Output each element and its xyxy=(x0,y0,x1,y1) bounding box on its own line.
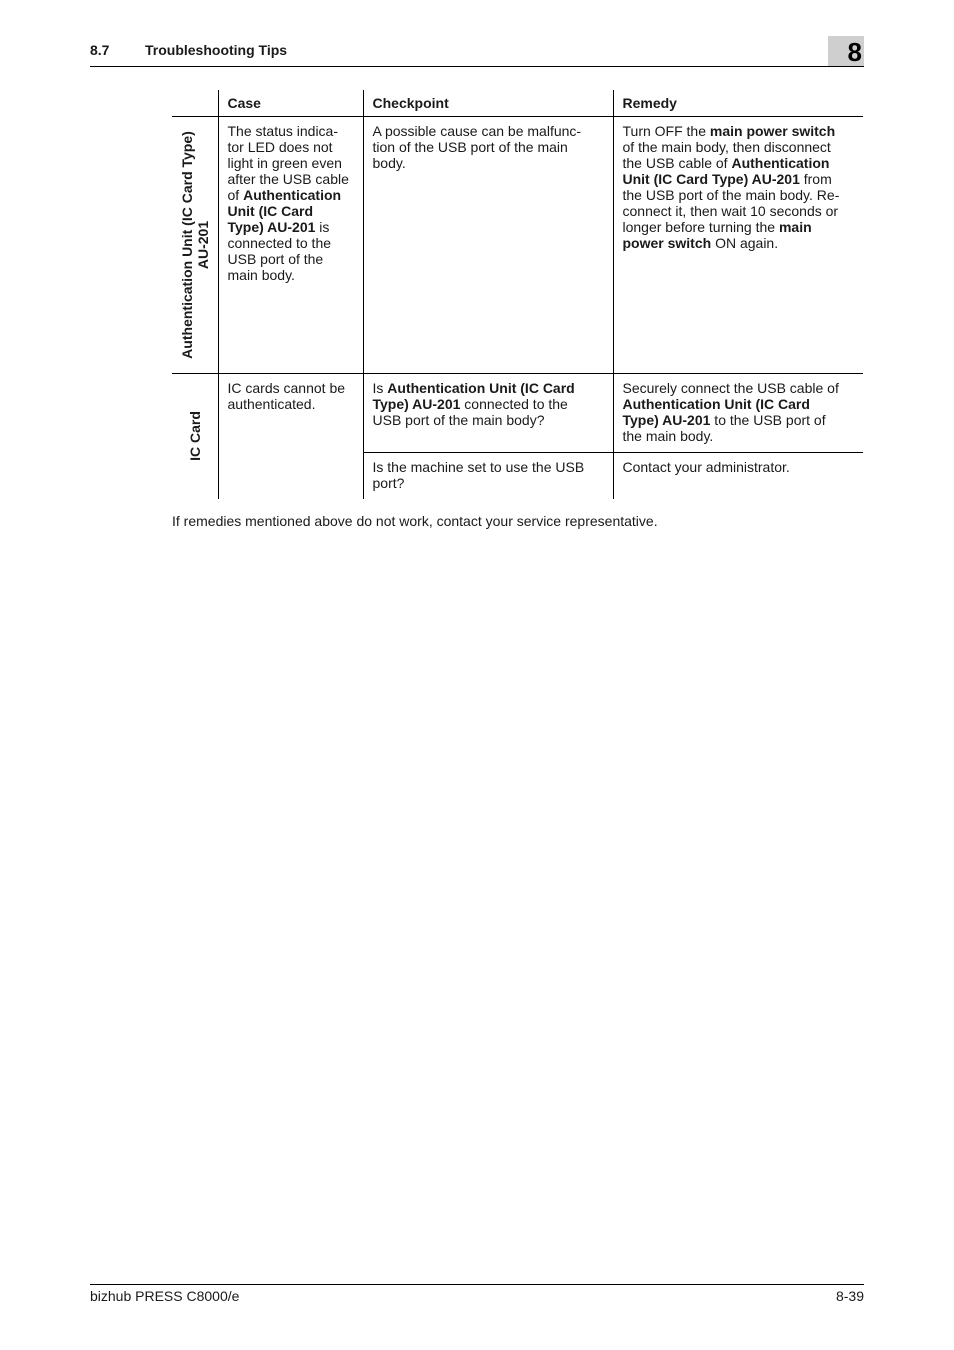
remedy-cell xyxy=(613,373,863,452)
text-run: connected to the USB port of the main body? xyxy=(372,395,568,428)
page-number: 8-39 xyxy=(835,1288,864,1304)
text-run: ON again. xyxy=(711,234,779,251)
category-cell-authentication-unit xyxy=(172,116,218,373)
text-run: IC cards cannot be authenticated. xyxy=(227,379,346,412)
column-header-remedy: Remedy xyxy=(613,90,863,116)
table-row xyxy=(172,373,863,452)
category-label-ic-card: IC Card xyxy=(186,411,203,461)
remedy-cell xyxy=(613,452,863,499)
checkpoint-cell xyxy=(363,373,613,452)
remedy-cell xyxy=(613,116,863,373)
product-name: bizhub PRESS C8000/e xyxy=(90,1288,240,1304)
text-run: The status indica- tor LED does not light in green even after the USB cable of xyxy=(227,122,349,203)
checkpoint-cell xyxy=(363,452,613,499)
table-header-row xyxy=(172,90,863,116)
page-footer xyxy=(90,1284,864,1304)
category-label-authentication-unit xyxy=(179,131,211,359)
text-run: Is the machine set to use the USB port? xyxy=(372,458,585,491)
header-category-cell xyxy=(172,90,218,116)
bold-text-run: Authentication Unit (IC Card Type) AU-201 xyxy=(372,379,575,412)
troubleshooting-table xyxy=(172,90,863,499)
category-cell-ic-card xyxy=(172,373,218,499)
column-header-case: Case xyxy=(218,90,363,116)
text-run: A possible cause can be malfunc- tion of the USB port of the main body. xyxy=(372,122,582,171)
bold-text-run: Authentication Unit (IC Card Type) AU-201 xyxy=(622,154,830,187)
bold-text-run: Authentication Unit (IC Card Type) AU-201 xyxy=(622,395,810,428)
category-label-line: AU-201 xyxy=(194,220,211,269)
bold-text-run: main power switch xyxy=(709,122,836,139)
bold-text-run: main power switch xyxy=(622,218,812,251)
column-header-checkpoint: Checkpoint xyxy=(363,90,613,116)
text-run: is connected to the USB port of the main body. xyxy=(227,218,332,283)
case-cell xyxy=(218,373,363,499)
page-header xyxy=(90,37,864,67)
table-row xyxy=(172,116,863,373)
text-run: Is xyxy=(372,379,388,396)
text-run: of the main body, then disconnect the USB cable of xyxy=(622,138,831,171)
checkpoint-cell xyxy=(363,116,613,373)
category-label-line: Authentication Unit (IC Card Type) xyxy=(178,130,195,359)
section-title: Troubleshooting Tips xyxy=(145,42,288,58)
text-run: Turn OFF the xyxy=(622,122,710,139)
case-cell xyxy=(218,116,363,373)
section-number: 8.7 xyxy=(90,42,110,58)
text-run: from the USB port of the main body. Re- connect it, then wait 10 seconds or longer before turning the xyxy=(622,170,840,235)
text-run: Contact your administrator. xyxy=(622,458,790,475)
chapter-number-badge: 8 xyxy=(828,36,864,66)
service-note: If remedies mentioned above do not work, contact your service representative. xyxy=(172,513,658,529)
text-run: to the USB port of the main body. xyxy=(622,411,826,444)
bold-text-run: Authentication Unit (IC Card Type) AU-201 xyxy=(227,186,342,235)
text-run: Securely connect the USB cable of xyxy=(622,379,839,396)
